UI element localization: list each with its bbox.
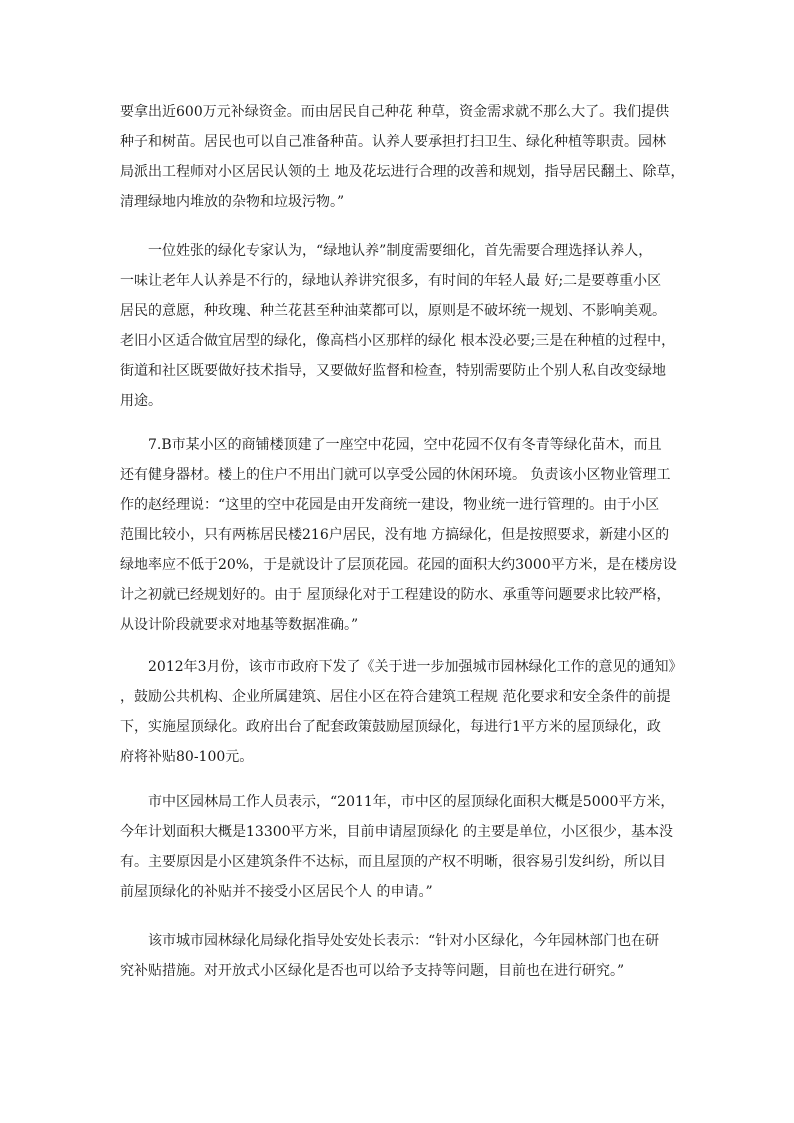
text-line: 一位姓张的绿化专家认为，“绿地认养”制度需要细化，首先需要合理选择认养人， — [120, 243, 653, 259]
text-line: 用途。 — [120, 393, 162, 409]
text-line: 局派出工程师对小区居民认领的土 地及花坛进行合理的改善和规划，指导居民翻土、除草， — [120, 164, 685, 180]
text-line: 下，实施屋顶绿化。政府出台了配套政策鼓励屋顶绿化，每进行1平方米的屋顶绿化，政 — [120, 719, 661, 735]
text-line: 有。主要原因是小区建筑条件不达标，而且屋顶的产权不明晰，很容易引发纠纷，所以目 — [120, 854, 666, 870]
paragraph-4 — [120, 652, 683, 772]
text-line: 市中区园林局工作人员表示，“2011年，市中区的屋顶绿化面积大概是5000平方米， — [120, 794, 675, 810]
text-line: 究补贴措施。对开放式小区绿化是否也可以给予支持等问题，目前也在进行研究。” — [120, 963, 625, 979]
paragraph-1 — [120, 97, 685, 217]
text-line: 清理绿地内堆放的杂物和垃圾污物。” — [120, 194, 345, 210]
text-line: 从设计阶段就要求对地基等数据准确。” — [120, 617, 359, 633]
text-line: 前屋顶绿化的补贴并不接受小区居民个人 的申请。” — [120, 884, 433, 900]
paragraph-3 — [120, 430, 680, 640]
paragraph-6 — [120, 926, 680, 986]
text-line: 街道和社区既要做好技术指导，又要做好监督和检查，特别需要防止个别人私自改变绿地 — [120, 363, 666, 379]
text-line: 府将补贴80-100元。 — [120, 749, 254, 765]
text-line: ，鼓励公共机构、企业所属建筑、居住小区在符合建筑工程规 范化要求和安全条件的前提 — [120, 689, 671, 705]
text-line: 2012年3月份，该市市政府下发了《关于进一步加强城市园林绿化工作的意见的通知》 — [120, 659, 683, 675]
text-line: 计之初就已经规划好的。由于 屋顶绿化对于工程建设的防水、承重等问题要求比较严格， — [120, 587, 671, 603]
text-line: 一味让老年人认养是不行的，绿地认养讲究很多，有时间的年轻人最 好;二是要尊重小区 — [120, 273, 662, 289]
text-line: 种子和树苗。居民也可以自己准备种苗。认养人要承担打扫卫生、绿化种植等职责。园林 — [120, 134, 666, 150]
text-line: 老旧小区适合做宜居型的绿化，像高档小区那样的绿化 根本没必要;三是在种植的过程中， — [120, 333, 676, 349]
text-line: 今年计划面积大概是13300平方米，目前申请屋顶绿化 的主要是单位，小区很少，基本没 — [120, 824, 673, 840]
text-line: 居民的意愿，种玫瑰、种兰花甚至种油菜都可以，原则是不破坏统一规划、不影响美观。 — [120, 303, 666, 319]
text-line: 还有健身器材。楼上的住户不用出门就可以享受公园的休闲环境。 负责该小区物业管理工 — [120, 467, 671, 483]
text-line: 绿地率应不低于20%，于是就设计了层顶花园。花园的面积大约3000平方米，是在楼房设 — [120, 557, 677, 573]
paragraph-5 — [120, 787, 680, 907]
paragraph-2 — [120, 236, 680, 416]
text-line: 作的赵经理说：“这里的空中花园是由开发商统一建设，物业统一进行管理的。由于小区 — [120, 497, 660, 513]
text-line: 要拿出近600万元补绿资金。而由居民自己种花 种草，资金需求就不那么大了。我们提供 — [120, 104, 670, 120]
text-line: 范围比较小，只有两栋居民楼216户居民，没有地 方搞绿化，但是按照要求，新建小区的 — [120, 527, 670, 543]
text-line: 该市城市园林绿化局绿化指导处安处长表示：“针对小区绿化，今年园林部门也在研 — [120, 933, 660, 949]
text-line: 7.B市某小区的商铺楼顶建了一座空中花园，空中花园不仅有冬青等绿化苗木，而且 — [120, 437, 662, 453]
